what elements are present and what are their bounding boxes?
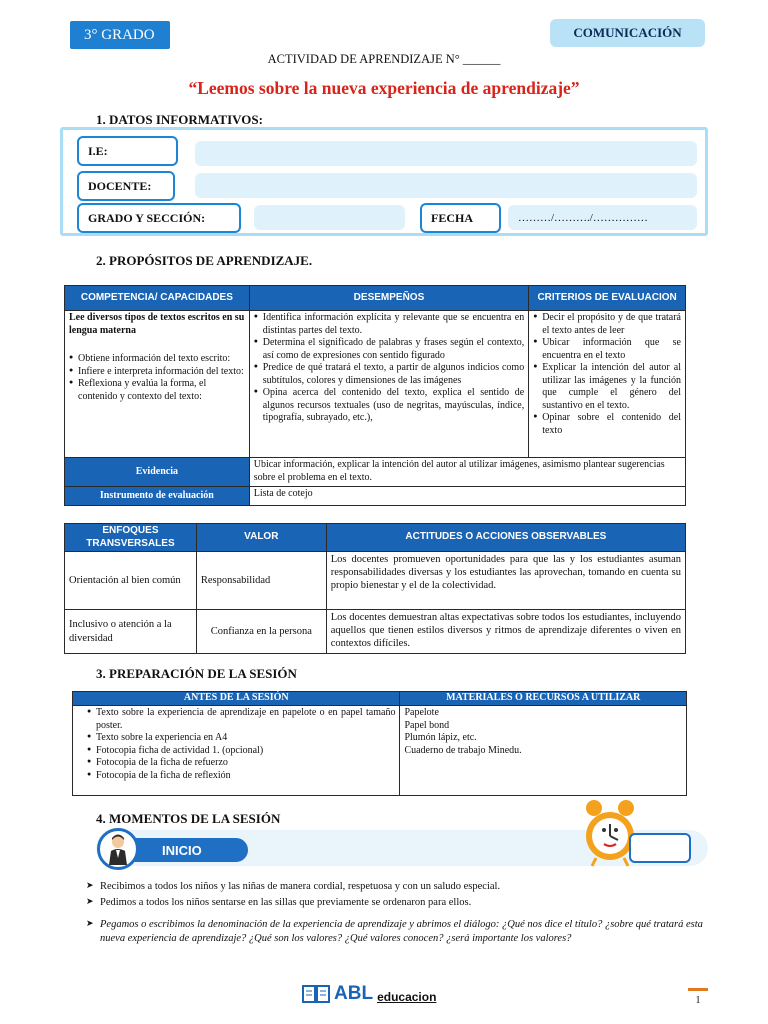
list-item: Cuaderno de trabajo Minedu. <box>404 744 522 756</box>
list-item: ● Fotocopia de la ficha de reflexión <box>87 770 395 783</box>
arrow-bullet-icon: ➤ <box>86 918 94 928</box>
header-antes: ANTES DE LA SESIÓN <box>73 692 400 706</box>
list-item: ● Determina el significado de palabras y frases según el contexto, así como de expresiones con sentido figurado <box>254 337 524 362</box>
desempenos-list <box>254 312 524 425</box>
inicio-paragraph: ➤ Pegamos o escribimos la denominación de la experiencia de aprendizaje y abrimos el diálogo: ¿Qué nos dice el título? ¿sobre qué tratará esta nueva experiencia de aprendizaje? ¿Qué son los valores? ¿Qué valores conocen? ¿será importante los valores? <box>86 918 703 944</box>
instrumento-label: Instrumento de evaluación <box>65 487 250 506</box>
main-title: “Leemos sobre la nueva experiencia de aprendizaje” <box>188 78 580 98</box>
criterios-cell <box>529 311 686 458</box>
list-item: ● Identifica información explícita y relevante que se encuentra en distintas partes del texto. <box>254 312 524 337</box>
list-item: ● Ubicar información que se encuentra en el texto <box>533 337 681 362</box>
competencia-title: Lee diversos tipos de textos escritos en su lengua materna <box>69 312 245 336</box>
evidencia-label: Evidencia <box>65 458 250 487</box>
criterios-list <box>533 312 681 437</box>
activity-title: ACTIVIDAD DE APRENDIZAJE N° ______ <box>267 52 501 66</box>
list-item: ● Decir el propósito y de que tratará el texto antes de leer <box>533 312 681 337</box>
grado-seccion-label: GRADO Y SECCIÓN: <box>77 203 241 233</box>
list-item: ● Texto sobre la experiencia de aprendizaje en papelote o en papel tamaño poster. <box>87 707 395 732</box>
list-item: ● Explicar la intención del autor al utilizar las imágenes y la función que cumple el género del sustantivo en el texto. <box>533 362 681 412</box>
list-item: Papelote <box>404 707 439 718</box>
section-heading-momentos: 4. MOMENTOS DE LA SESIÓN <box>96 811 281 826</box>
header-valor: VALOR <box>196 524 326 552</box>
header-desempenos: DESEMPEÑOS <box>249 286 528 311</box>
list-item: ● Opinar sobre el contenido del texto <box>533 412 681 437</box>
instrumento-text: Lista de cotejo <box>249 487 685 506</box>
desempenos-cell <box>249 311 528 458</box>
grade-badge: 3° GRADO <box>70 21 170 49</box>
list-item: ● Fotocopia ficha de actividad 1. (opcional) <box>87 745 395 758</box>
capacidades-list <box>69 353 245 403</box>
section-heading-datos: 1. DATOS INFORMATIVOS: <box>96 112 263 127</box>
materiales-cell <box>400 706 687 796</box>
ie-field[interactable] <box>195 141 697 166</box>
section-heading-propositos: 2. PROPÓSITOS DE APRENDIZAJE. <box>96 253 313 268</box>
inicio-paragraph: ➤ Pedimos a todos los niños sentarse en las sillas que previamente se ordenaron para ellos. <box>86 896 472 908</box>
enfoque-cell: Orientación al bien común <box>65 552 197 610</box>
inicio-paragraph: ➤ Recibimos a todos los niños y las niñas de manera cordial, respetuosa y con un saludo especial. <box>86 880 501 892</box>
inicio-label: INICIO <box>100 838 248 862</box>
logo-abl-text: ABL <box>334 983 374 1004</box>
propositos-table <box>64 285 686 506</box>
list-item: ● Fotocopia de la ficha de refuerzo <box>87 757 395 770</box>
header-actitudes: ACTITUDES O ACCIONES OBSERVABLES <box>326 524 685 552</box>
list-item: ● Predice de qué tratará el texto, a partir de algunos indicios como subtítulos, colores y dimensiones de las imágenes <box>254 362 524 387</box>
evidencia-text: Ubicar información, explicar la intención del autor al utilizar imágenes, asimismo plantear sugerencias sobre el problema en el texto. <box>249 458 685 487</box>
enfoques-table <box>64 523 686 654</box>
arrow-bullet-icon: ➤ <box>86 880 94 890</box>
datos-informativos-box <box>60 127 708 236</box>
logo-educacion-text: educacion <box>377 989 437 1004</box>
list-item: Plumón lápiz, etc. <box>404 732 477 743</box>
list-item: ● Opina acerca del contenido del texto, explica el sentido de algunos recursos textuales (uso de negritas, mayúsculas, índice, tipografía, subrayado, etc.), <box>254 387 524 425</box>
section-heading-preparacion: 3. PREPARACIÓN DE LA SESIÓN <box>96 666 297 681</box>
header-enfoques: ENFOQUES TRANSVERSALES <box>65 524 197 552</box>
teacher-avatar-icon <box>97 828 139 870</box>
antes-cell <box>73 706 400 796</box>
list-item: ● Reflexiona y evalúa la forma, el contenido y contexto del texto: <box>69 378 245 403</box>
header-competencia: COMPETENCIA/ CAPACIDADES <box>65 286 250 311</box>
valor-cell: Confianza en la persona <box>196 610 326 654</box>
list-item: Papel bond <box>404 719 450 731</box>
actitud-cell: Los docentes demuestran altas expectativas sobre todos los estudiantes, incluyendo aquellos que tienen estilos diversos y ritmos de aprendizaje diferentes o viven en contextos difíciles. <box>326 610 685 654</box>
grado-seccion-field[interactable] <box>254 205 405 230</box>
competencia-cell <box>65 311 250 458</box>
fecha-field[interactable]: ………/………./…………… <box>508 205 697 230</box>
book-icon <box>302 983 330 1005</box>
list-item: ● Infiere e interpreta información del texto: <box>69 366 245 379</box>
page-number: 1 <box>688 988 708 1010</box>
abl-logo <box>302 981 436 1007</box>
list-item: ● Texto sobre la experiencia en A4 <box>87 732 395 745</box>
docente-label: DOCENTE: <box>77 171 175 201</box>
ie-label: I.E: <box>77 136 178 166</box>
enfoque-cell: Inclusivo o atención a la diversidad <box>65 610 197 654</box>
preparacion-table <box>72 691 687 796</box>
header-criterios: CRITERIOS DE EVALUACION <box>529 286 686 311</box>
antes-list <box>87 707 395 782</box>
list-item: ● Obtiene información del texto escrito: <box>69 353 245 366</box>
header-materiales: MATERIALES O RECURSOS A UTILIZAR <box>400 692 687 706</box>
valor-cell: Responsabilidad <box>196 552 326 610</box>
actitud-cell: Los docentes promueven oportunidades para que las y los estudiantes asuman responsabilidades diversas y los estudiantes las aprovechan, tomando en cuenta su propio bienestar y el de la colectividad. <box>326 552 685 610</box>
time-box[interactable] <box>629 833 691 863</box>
subject-badge: COMUNICACIÓN <box>550 19 705 47</box>
docente-field[interactable] <box>195 173 697 198</box>
arrow-bullet-icon: ➤ <box>86 896 94 906</box>
fecha-label: FECHA <box>420 203 501 233</box>
